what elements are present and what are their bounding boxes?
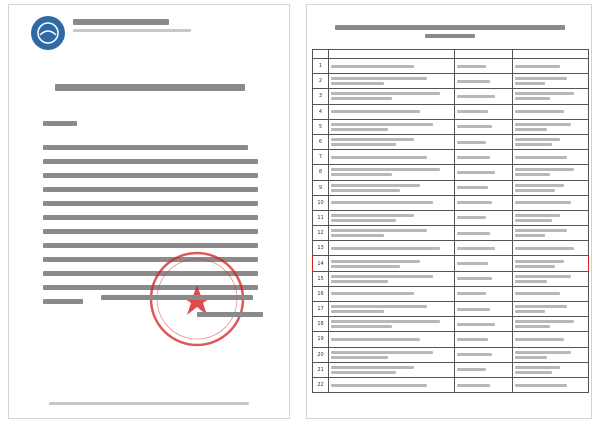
- row-school: [455, 362, 513, 377]
- table-row: [313, 362, 589, 377]
- row-case-name: [329, 286, 455, 301]
- table-row: [313, 226, 589, 241]
- notice-title: [55, 84, 245, 91]
- row-index: 22: [313, 377, 329, 392]
- row-authors: [513, 226, 589, 241]
- row-school: [455, 241, 513, 256]
- row-case-name: [329, 362, 455, 377]
- row-school: [455, 165, 513, 180]
- row-authors: [513, 104, 589, 119]
- row-index: 9: [313, 180, 329, 195]
- notice-recipient: [43, 121, 77, 126]
- table-header-row: [313, 50, 589, 59]
- row-authors: [513, 302, 589, 317]
- row-school: [455, 347, 513, 362]
- column-header-case-name: [329, 50, 455, 59]
- row-index: 6: [313, 134, 329, 149]
- row-index: 12: [313, 226, 329, 241]
- row-case-name: [329, 74, 455, 89]
- row-case-name: [329, 104, 455, 119]
- row-case-name: [329, 241, 455, 256]
- table-row: [313, 332, 589, 347]
- row-index: 13: [313, 241, 329, 256]
- row-case-name: [329, 271, 455, 286]
- row-school: [455, 89, 513, 104]
- row-authors: [513, 89, 589, 104]
- row-school: [455, 210, 513, 225]
- row-school: [455, 302, 513, 317]
- row-index: 4: [313, 104, 329, 119]
- row-index: 21: [313, 362, 329, 377]
- row-school: [455, 104, 513, 119]
- row-school: [455, 377, 513, 392]
- row-case-name: [329, 180, 455, 195]
- row-index: 17: [313, 302, 329, 317]
- table-row: [313, 165, 589, 180]
- table-row: [313, 134, 589, 149]
- row-index: 5: [313, 119, 329, 134]
- table-row: [313, 119, 589, 134]
- table-row: [313, 241, 589, 256]
- row-school: [455, 180, 513, 195]
- row-case-name: [329, 317, 455, 332]
- table-row: [313, 377, 589, 392]
- organization-name-en: [73, 29, 191, 32]
- row-case-name: [329, 377, 455, 392]
- row-index: 19: [313, 332, 329, 347]
- row-case-name: [329, 210, 455, 225]
- page-footer: [49, 402, 249, 405]
- table-caption: [315, 25, 585, 38]
- organization-header: [73, 19, 191, 32]
- row-school: [455, 134, 513, 149]
- row-authors: [513, 377, 589, 392]
- row-authors: [513, 134, 589, 149]
- row-authors: [513, 165, 589, 180]
- signature-organization: [101, 295, 253, 300]
- row-case-name: [329, 195, 455, 210]
- organization-name: [73, 19, 169, 25]
- row-index: 11: [313, 210, 329, 225]
- row-authors: [513, 74, 589, 89]
- table-row: [313, 302, 589, 317]
- row-case-name: [329, 302, 455, 317]
- row-case-name: [329, 226, 455, 241]
- column-header-school: [455, 50, 513, 59]
- row-school: [455, 74, 513, 89]
- row-authors: [513, 256, 589, 271]
- row-index: 20: [313, 347, 329, 362]
- organization-logo: [31, 16, 65, 50]
- row-index: 18: [313, 317, 329, 332]
- table-subcaption: [425, 34, 475, 38]
- row-authors: [513, 119, 589, 134]
- table-row: [313, 74, 589, 89]
- row-index: 7: [313, 150, 329, 165]
- table-row: [313, 317, 589, 332]
- row-case-name: [329, 347, 455, 362]
- table-row: [313, 286, 589, 301]
- row-authors: [513, 210, 589, 225]
- row-authors: [513, 59, 589, 74]
- row-school: [455, 332, 513, 347]
- row-authors: [513, 286, 589, 301]
- table-row: [313, 271, 589, 286]
- row-case-name: [329, 256, 455, 271]
- row-case-name: [329, 134, 455, 149]
- row-school: [455, 271, 513, 286]
- row-school: [455, 256, 513, 271]
- row-authors: [513, 362, 589, 377]
- table-row: [313, 89, 589, 104]
- row-index: 10: [313, 195, 329, 210]
- row-case-name: [329, 59, 455, 74]
- signature-date: [197, 312, 263, 317]
- row-index: 1: [313, 59, 329, 74]
- row-index: 15: [313, 271, 329, 286]
- row-authors: [513, 150, 589, 165]
- row-index: 3: [313, 89, 329, 104]
- row-school: [455, 317, 513, 332]
- row-index: 2: [313, 74, 329, 89]
- table-row: [313, 59, 589, 74]
- logo-emblem-icon: [36, 21, 60, 45]
- row-school: [455, 286, 513, 301]
- row-index: 8: [313, 165, 329, 180]
- award-table: [312, 49, 589, 393]
- notice-page: [8, 4, 290, 419]
- award-list-page: [306, 4, 592, 419]
- table-row: [313, 104, 589, 119]
- row-school: [455, 119, 513, 134]
- row-case-name: [329, 119, 455, 134]
- column-header-index: [313, 50, 329, 59]
- column-header-authors: [513, 50, 589, 59]
- row-authors: [513, 241, 589, 256]
- row-school: [455, 195, 513, 210]
- table-row: [313, 150, 589, 165]
- signature-block: [101, 295, 263, 317]
- row-school: [455, 59, 513, 74]
- table-row: [313, 347, 589, 362]
- table-row: [313, 180, 589, 195]
- row-authors: [513, 317, 589, 332]
- table-row: [313, 210, 589, 225]
- row-authors: [513, 271, 589, 286]
- row-case-name: [329, 332, 455, 347]
- row-index: 14: [313, 256, 329, 271]
- row-authors: [513, 180, 589, 195]
- row-authors: [513, 332, 589, 347]
- row-school: [455, 150, 513, 165]
- row-case-name: [329, 165, 455, 180]
- row-school: [455, 226, 513, 241]
- table-row: [313, 256, 589, 271]
- row-authors: [513, 195, 589, 210]
- row-case-name: [329, 150, 455, 165]
- table-row: [313, 195, 589, 210]
- row-case-name: [329, 89, 455, 104]
- row-index: 16: [313, 286, 329, 301]
- row-authors: [513, 347, 589, 362]
